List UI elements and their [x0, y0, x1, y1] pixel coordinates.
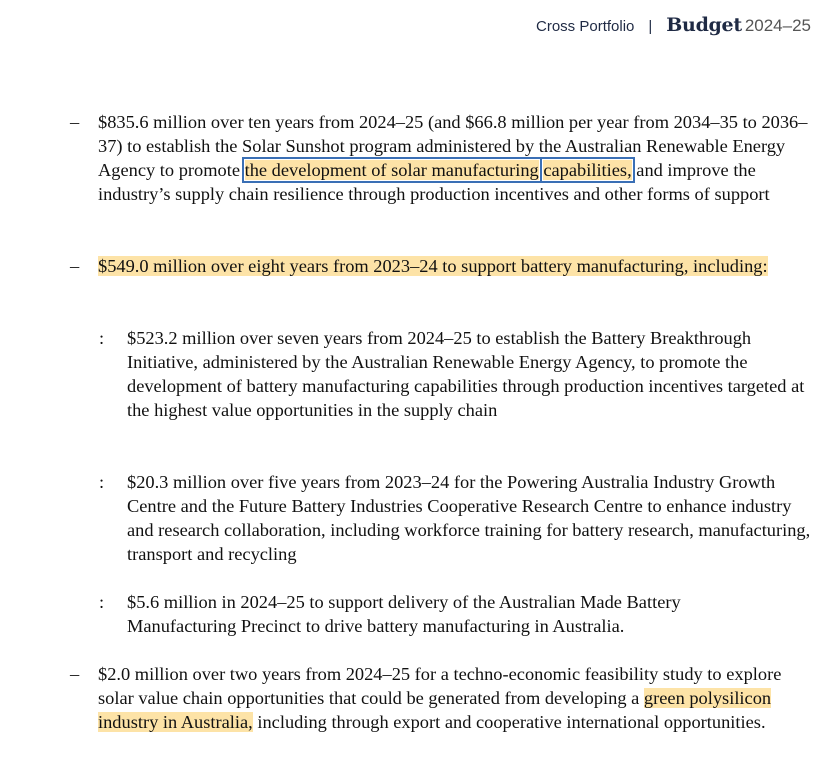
highlighted-phrase: green polysilicon industry in Australia, [98, 688, 772, 732]
text-segment: including through export and cooperative international opportunities. [252, 712, 766, 732]
colon-marker: : [99, 472, 105, 492]
list-item-text [98, 110, 810, 206]
list-item-text: $5.6 million in 2024–25 to support delivery of the Australian Made Battery Manufacturing Precinct to drive battery manufacturing in Australia. [127, 592, 681, 636]
list-item-text [98, 254, 788, 278]
highlighted-phrase: $549.0 million over eight years from 2023–24 to support battery manufacturing, including: [98, 256, 768, 276]
text-segment: and improve the industry’s supply chain resilience through production incentives and other forms of support [98, 160, 770, 204]
colon-marker: : [99, 328, 105, 348]
highlighted-phrase: the development of solar manufacturing [244, 160, 539, 180]
list-item-text: $20.3 million over five years from 2023–24 for the Powering Australia Industry Growth Centre and the Future Battery Industries Cooperative Research Centre to enhance industry and research collaboration, including workforce training for battery research, manufacturing, transport and recycling [127, 472, 811, 564]
dash-marker: – [70, 256, 80, 276]
colon-marker: : [99, 592, 105, 612]
page-header [536, 14, 811, 36]
dash-marker: – [70, 112, 80, 132]
highlighted-phrase: capabilities, [543, 160, 632, 180]
text-segment: $835.6 million over ten years from 2024–25 (and $66.8 million per year from 2034–35 to 2036–37) to establish the Solar Sunshot program administered by the Australian Renewable Energy Agency to promote [98, 112, 808, 180]
list-item-text [98, 662, 810, 734]
portfolio-label: Cross Portfolio [536, 18, 635, 35]
list-item-text: $523.2 million over seven years from 2024–25 to establish the Battery Breakthrough Initiative, administered by the Australian Renewable Energy Agency, to promote the development of battery manufacturing capabilities through production incentives targeted at the highest value opportunities in the supply chain [127, 328, 805, 420]
budget-year: 2024–25 [744, 16, 811, 35]
dash-marker: – [70, 664, 80, 684]
text-segment: $2.0 million over two years from 2024–25 for a techno-economic feasibility study to explore solar value chain opportunities that could be generated from developing a [98, 664, 782, 708]
header-separator: | [648, 18, 653, 35]
budget-logo-word: Budget [666, 14, 742, 36]
